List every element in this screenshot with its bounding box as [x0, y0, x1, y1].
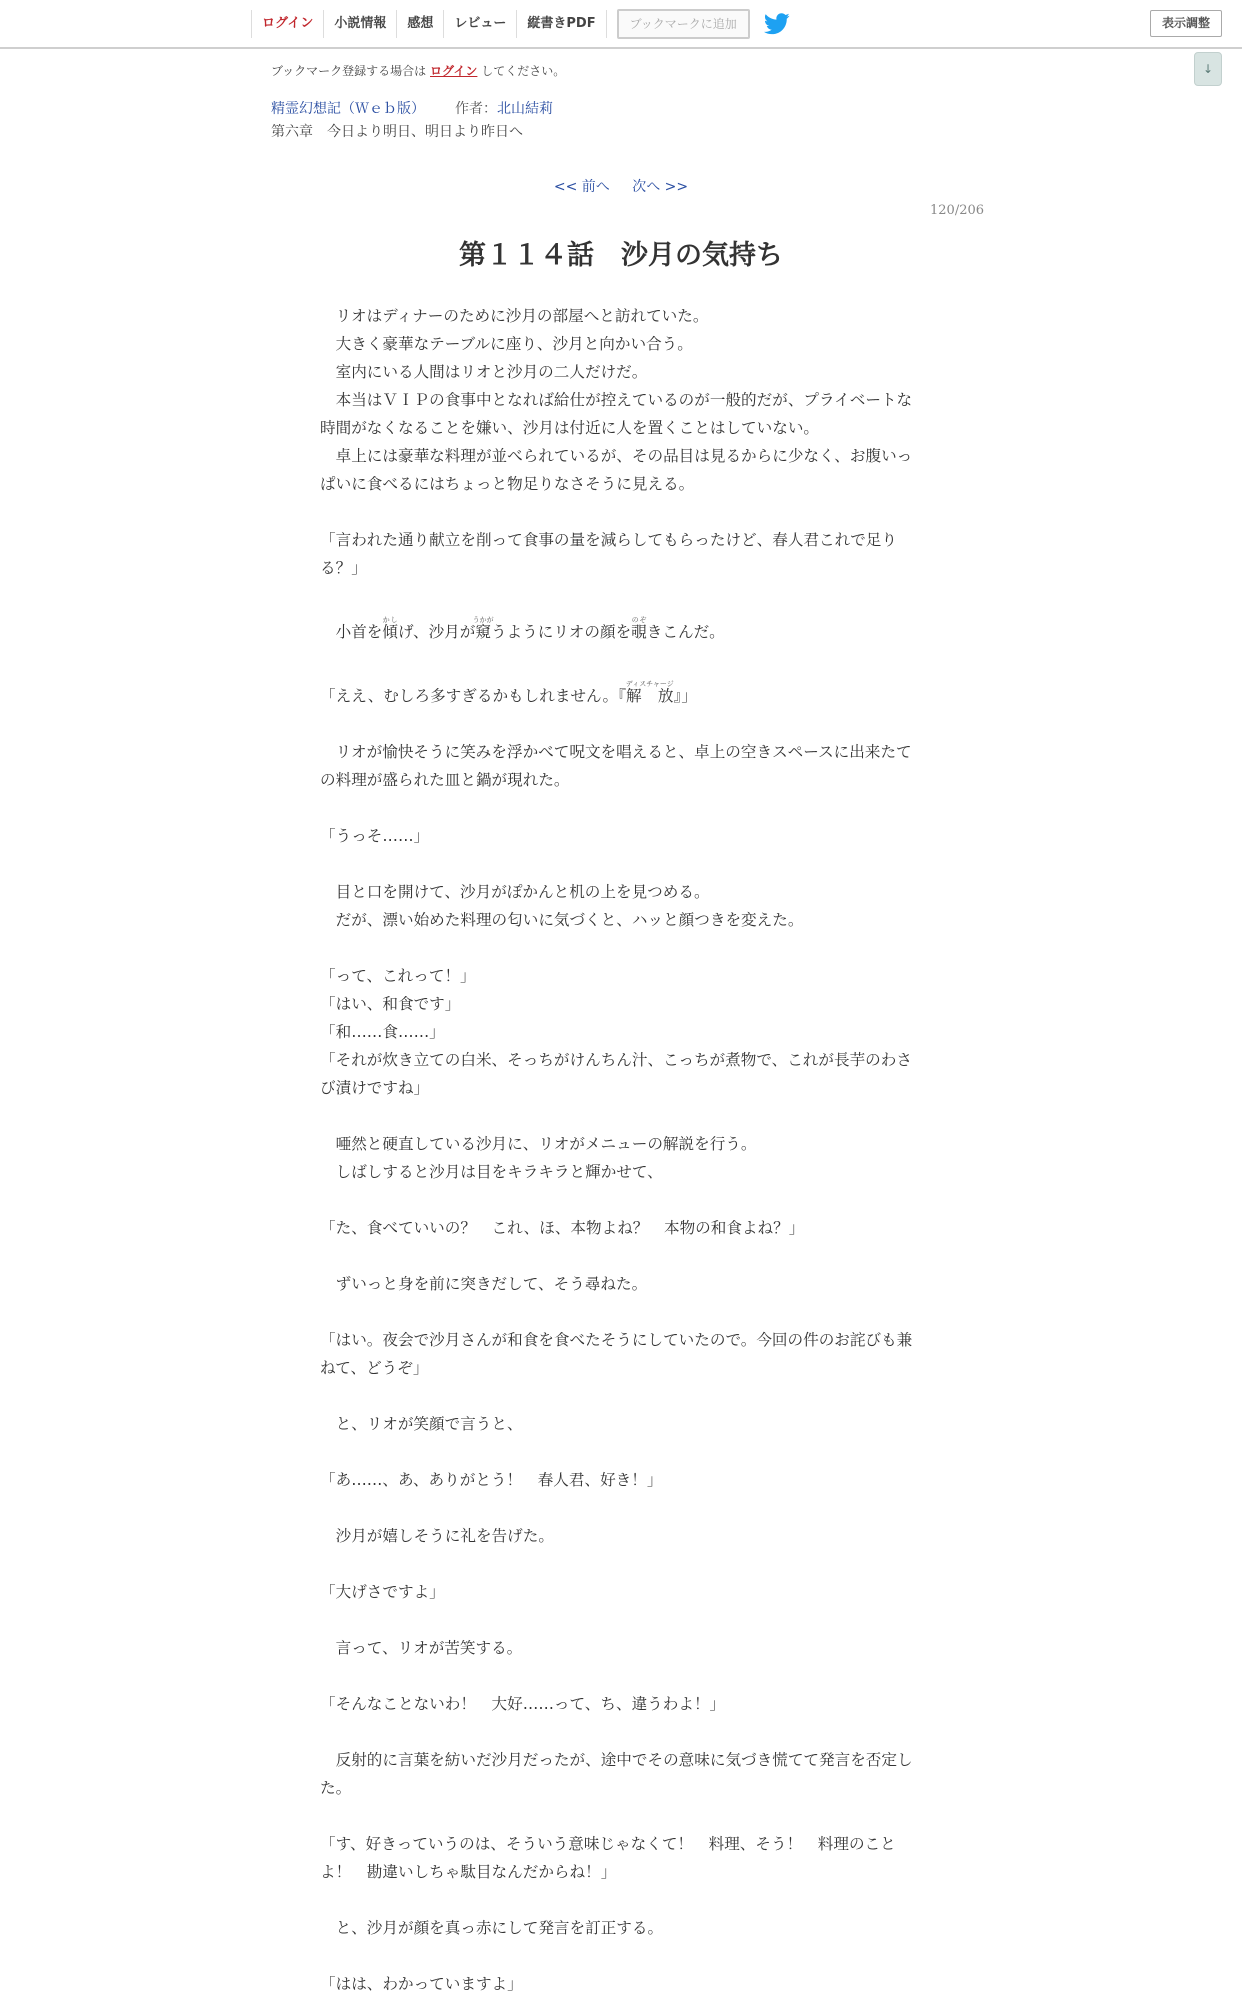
body-paragraph: ずいっと身を前に突きだして、そう尋ねた。 [320, 1275, 648, 1293]
blank-line [320, 1242, 920, 1270]
blank-line [320, 498, 920, 526]
ruby-annotation [625, 680, 674, 705]
ruby-reading: のぞ [631, 616, 647, 624]
body-paragraph [320, 610, 920, 646]
body-paragraph: 言って、リオが苦笑する。 [320, 1639, 523, 1657]
body-paragraph: 「大げさですよ」 [320, 1583, 445, 1601]
body-paragraph: 「それが炊き立ての白米、そっちがけんちん汁、こっちが煮物で、これが長芋のわさび漬けですね」 [320, 1051, 912, 1097]
blank-line [320, 1942, 920, 1970]
ruby-annotation [631, 616, 647, 641]
blank-line [320, 1662, 920, 1690]
ruby-base: 覗 [631, 623, 647, 641]
notice-suffix: してください。 [481, 64, 566, 78]
body-paragraph: と、リオが笑顔で言うと、 [320, 1415, 523, 1433]
episode-title: 第１１４話 沙月の気持ち [459, 240, 783, 271]
notice-prefix: ブックマーク登録する場合は [271, 64, 427, 78]
scroll-down-button[interactable] [1194, 52, 1222, 86]
blank-line [320, 934, 920, 962]
series-title-link[interactable]: 精霊幻想記（Ｗｅｂ版） [271, 101, 425, 117]
nav-vertical-pdf-link[interactable]: 縦書きPDF [516, 10, 606, 38]
novel-body [320, 302, 920, 1998]
body-paragraph: 「はは、わかっていますよ」 [320, 1975, 523, 1993]
ruby-base: 解 放 [625, 687, 674, 705]
body-paragraph: しばしすると沙月は目をキラキラと輝かせて、 [320, 1163, 663, 1181]
body-paragraph: リオが愉快そうに笑みを浮かべて呪文を唱えると、卓上の空きスペースに出来たての料理が盛られた皿と鍋が現れた。 [320, 743, 912, 789]
blank-line [320, 1718, 920, 1746]
ruby-base: 窺 [472, 623, 494, 641]
blank-line [320, 1550, 920, 1578]
body-text-segment: 小首を [320, 623, 383, 641]
nav-novel-info-link[interactable]: 小説情報 [323, 10, 396, 38]
body-paragraph: 反射的に言葉を紡いだ沙月だったが、途中でその意味に気づき慌てて発言を否定した。 [320, 1751, 913, 1797]
blank-line [320, 1886, 920, 1914]
top-navigation-bar [0, 0, 1242, 49]
body-paragraph: 「はい、和食です」 [320, 995, 461, 1013]
body-paragraph: リオはディナーのために沙月の部屋へと訪れていた。 [320, 307, 709, 325]
body-paragraph: 目と口を開けて、沙月がぽかんと机の上を見つめる。 [320, 883, 710, 901]
ruby-reading: うかが [472, 616, 494, 624]
body-paragraph [320, 674, 920, 710]
body-paragraph: 「言われた通り献立を削って食事の量を減らしてもらったけど、春人君これで足りる？」 [320, 531, 897, 577]
body-paragraph: 「うっそ……」 [320, 827, 430, 845]
blank-line [320, 850, 920, 878]
nav-menu [251, 10, 790, 38]
bookmark-login-notice [271, 62, 565, 79]
body-paragraph: 「そんなことないわ！ 大好……って、ち、違うわよ！」 [320, 1695, 726, 1713]
blank-line [320, 646, 920, 674]
blank-line [320, 710, 920, 738]
body-paragraph: 唖然と硬直している沙月に、リオがメニューの解説を行う。 [320, 1135, 757, 1153]
body-paragraph: だが、漂い始めた料理の匂いに気づくと、ハッと顔つきを変えた。 [320, 911, 804, 929]
body-text-segment: うようにリオの顔を [490, 623, 632, 641]
body-paragraph: 「和……食……」 [320, 1023, 445, 1041]
author-link[interactable]: 北山結莉 [497, 101, 553, 117]
body-text-segment: 』」 [673, 687, 697, 705]
next-episode-link[interactable]: 次へ >> [632, 179, 689, 195]
body-paragraph: と、沙月が顔を真っ赤にして発言を訂正する。 [320, 1919, 664, 1937]
nav-impressions-link[interactable]: 感想 [396, 10, 443, 38]
ruby-annotation [472, 616, 494, 641]
series-info [271, 98, 553, 118]
body-paragraph: 「はい。夜会で沙月さんが和食を食べたそうにしていたので。今回の件のお詫びも兼ねて、どうぞ」 [320, 1331, 913, 1377]
body-text-segment: げ、沙月が [398, 623, 476, 641]
blank-line [320, 1606, 920, 1634]
notice-login-link[interactable]: ログイン [430, 64, 478, 78]
blank-line [320, 1382, 920, 1410]
nav-login-link[interactable]: ログイン [251, 10, 323, 38]
body-paragraph: 「す、好きっていうのは、そういう意味じゃなくて！ 料理、そう！ 料理のことよ！ 勘違いしちゃ駄目なんだからね！」 [320, 1835, 896, 1881]
chapter-title: 第六章 今日より明日、明日より昨日へ [271, 124, 523, 140]
display-settings-button[interactable]: 表示調整 [1150, 10, 1222, 37]
ruby-reading: かし [382, 616, 398, 624]
blank-line [320, 1298, 920, 1326]
body-paragraph: 「あ……、あ、ありがとう！ 春人君、好き！」 [320, 1471, 663, 1489]
add-bookmark-button[interactable]: ブックマークに追加 [617, 9, 750, 39]
arrow-down-icon: ↓ [1202, 62, 1214, 76]
blank-line [320, 1438, 920, 1466]
body-paragraph: 卓上には豪華な料理が並べられているが、その品目は見るからに少なく、お腹いっぱいに食べるにはちょっと物足りなさそうに見える。 [320, 447, 913, 493]
body-paragraph: 「って、これって！」 [320, 967, 476, 985]
blank-line [320, 582, 920, 610]
blank-line [320, 1802, 920, 1830]
body-text-segment: 「ええ、むしろ多すぎるかもしれません。『 [320, 687, 626, 705]
body-paragraph: 室内にいる人間はリオと沙月の二人だけだ。 [320, 363, 648, 381]
ruby-base: 傾 [382, 623, 398, 641]
page-number: 120/206 [930, 203, 985, 218]
episode-pager [0, 176, 1242, 196]
twitter-icon[interactable] [764, 13, 790, 35]
nav-review-link[interactable]: レビュー [443, 10, 516, 38]
ruby-reading: ディスチャージ [625, 680, 674, 688]
body-paragraph: 沙月が嬉しそうに礼を告げた。 [320, 1527, 554, 1545]
blank-line [320, 1186, 920, 1214]
author-label: 作者： [455, 101, 497, 117]
blank-line [320, 1102, 920, 1130]
body-paragraph: 「た、食べていいの？ これ、ほ、本物よね？ 本物の和食よね？」 [320, 1219, 805, 1237]
body-paragraph: 大きく豪華なテーブルに座り、沙月と向かい合う。 [320, 335, 693, 353]
body-paragraph: 本当はＶＩＰの食事中となれば給仕が控えているのが一般的だが、プライベートな時間がなくなることを嫌い、沙月は付近に人を置くことはしていない。 [320, 391, 913, 437]
prev-episode-link[interactable]: << 前へ [553, 179, 610, 195]
body-text-segment: きこんだ。 [646, 623, 725, 641]
blank-line [320, 794, 920, 822]
blank-line [320, 1494, 920, 1522]
ruby-annotation [382, 616, 398, 641]
